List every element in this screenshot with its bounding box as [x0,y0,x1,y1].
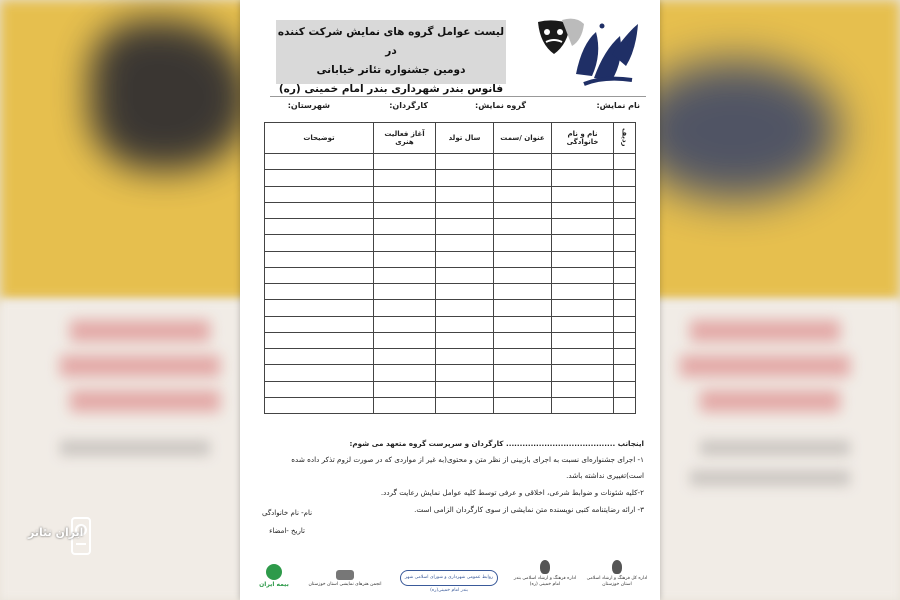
declaration-intro: اینجانب ........................................ کارگردان و سرپرست گروه متعهد می شوم: [349,439,644,448]
background-red-text [70,390,220,412]
form-document [240,0,660,600]
emblem-icon [540,560,550,574]
table-row [265,316,636,332]
background-dark-shape-right [630,60,840,200]
background-red-text [700,390,840,412]
table-cell [436,381,494,397]
background-red-text [680,355,850,377]
declaration-section [258,435,644,518]
sponsor-municipality [394,570,504,593]
table-row [265,235,636,251]
table-cell [265,170,374,186]
table-row [265,381,636,397]
table-row [265,332,636,348]
table-cell [552,235,614,251]
table-cell [614,381,636,397]
title-line-3: فانوس بندر شهرداری بندر امام خمینی (ره) [278,83,504,95]
form-meta-row [260,101,646,115]
table-cell [374,267,436,283]
table-cell [265,219,374,235]
table-cell [614,332,636,348]
background-grey-text [690,470,850,486]
table-cell [494,397,552,413]
table-cell [552,251,614,267]
table-cell [614,267,636,283]
title-line-2: دومین جشنواره تئاتر خیابانی [316,64,466,76]
table-cell [494,381,552,397]
form-title-box [276,20,506,95]
table-cell [436,365,494,381]
background-dark-shape-left [90,20,250,170]
table-cell [614,235,636,251]
table-cell [436,170,494,186]
city-label: شهرستان: [287,101,330,110]
table-row [265,365,636,381]
header-divider [270,96,646,97]
sponsor-local-culture-office: اداره فرهنگ و ارشاد اسلامی بندر امام خمینی (ره) [512,560,578,588]
table-cell [374,284,436,300]
show-name-label: نام نمایش: [596,101,640,110]
table-cell [552,381,614,397]
table-cell [436,316,494,332]
table-cell [614,186,636,202]
table-cell [374,316,436,332]
group-label: گروه نمایش: [475,101,526,110]
table-cell [436,332,494,348]
signature-name: نام- نام خانوادگی [262,509,313,517]
table-cell [436,349,494,365]
table-cell [436,251,494,267]
table-cell [614,397,636,413]
table-cell [494,349,552,365]
table-cell [614,170,636,186]
title-line-1: لیست عوامل گروه های نمایش شرکت کننده در [277,26,505,57]
table-row [265,349,636,365]
table-cell [374,235,436,251]
background-grey-text [60,440,210,456]
col-row-number: ردیف [614,123,636,154]
table-cell [265,186,374,202]
table-cell [614,251,636,267]
declaration-item-3: ۳- ارائه رضایتنامه کتبی نویسنده متن نمایشی از سوی کارگردان الزامی است. [414,505,644,514]
table-cell [552,267,614,283]
sponsor-footer [254,548,650,593]
table-cell [494,202,552,218]
table-cell [614,316,636,332]
table-cell [494,284,552,300]
background-red-text [70,320,210,342]
table-cell [494,170,552,186]
declaration-item-1: ۱- اجرای جشنواره‌ای نسبت به اجرای بازبینی از نظر متن و محتوی(به غیر از مواردی که در صورت لزوم تذکر داده شده است)تغییری نداشته باشد. [291,455,644,480]
table-cell [552,397,614,413]
crew-table [264,122,636,414]
table-cell [436,235,494,251]
table-cell [494,267,552,283]
table-cell [552,154,614,170]
table-cell [374,202,436,218]
table-cell [265,365,374,381]
table-cell [552,186,614,202]
table-row [265,202,636,218]
table-cell [436,219,494,235]
sponsor-insurance: بیمه ایران [254,564,294,588]
table-header-row [265,123,636,154]
table-cell [436,202,494,218]
watermark-title: ایران تئاتر [28,526,84,539]
table-cell [374,332,436,348]
table-cell [265,316,374,332]
table-cell [614,300,636,316]
table-cell [552,284,614,300]
table-row [265,170,636,186]
table-row [265,154,636,170]
insurance-logo-icon [266,564,282,580]
table-cell [436,154,494,170]
table-cell [436,186,494,202]
col-title-role: عنوان /سمت [494,123,552,154]
table-cell [374,397,436,413]
col-full-name: نام و نام خانوادگی [552,123,614,154]
table-cell [265,381,374,397]
table-cell [374,251,436,267]
site-watermark [28,512,108,576]
festival-logo [532,14,642,88]
table-row [265,186,636,202]
signature-date: تاریخ -امضاء [269,527,305,535]
table-cell [265,284,374,300]
table-cell [265,332,374,348]
table-cell [552,332,614,348]
table-cell [265,251,374,267]
table-cell [374,170,436,186]
table-cell [614,284,636,300]
table-cell [265,397,374,413]
table-cell [374,349,436,365]
table-cell [374,381,436,397]
table-cell [614,202,636,218]
col-notes: توضیحات [265,123,374,154]
table-cell [265,235,374,251]
background-grey-text [700,440,850,456]
table-cell [614,365,636,381]
table-cell [374,219,436,235]
table-cell [265,202,374,218]
table-cell [494,251,552,267]
table-body [265,154,636,414]
table-cell [494,316,552,332]
table-cell [552,202,614,218]
background-red-text [690,320,840,342]
table-cell [552,219,614,235]
association-logo-icon [336,570,354,580]
table-cell [552,300,614,316]
table-cell [265,349,374,365]
table-cell [494,365,552,381]
table-row [265,300,636,316]
table-cell [494,300,552,316]
table-row [265,267,636,283]
table-row [265,284,636,300]
table-cell [494,235,552,251]
table-cell [374,186,436,202]
table-row [265,219,636,235]
table-cell [265,300,374,316]
table-cell [614,154,636,170]
emblem-icon [612,560,622,574]
table-cell [374,300,436,316]
table-cell [552,365,614,381]
table-row [265,397,636,413]
table-cell [374,154,436,170]
table-cell [265,267,374,283]
table-cell [374,365,436,381]
table-cell [436,397,494,413]
table-cell [436,300,494,316]
municipality-badge: روابط عمومی شهرداری و شورای اسلامی شهر بندر امام خمینی(ره) [400,570,498,586]
table-cell [494,219,552,235]
table-cell [494,154,552,170]
col-art-start: آغاز فعالیت هنری [374,123,436,154]
col-birth-year: سال تولد [436,123,494,154]
director-label: کارگردان: [389,101,428,110]
table-row [265,251,636,267]
table-cell [552,170,614,186]
table-cell [614,219,636,235]
table-cell [494,186,552,202]
table-cell [436,267,494,283]
declaration-item-2: ۲-کلیه شئونات و ضوابط شرعی، اخلاقی و عرفی توسط کلیه عوامل نمایش رعایت گردد. [380,488,644,497]
table-cell [494,332,552,348]
table-cell [552,349,614,365]
background-red-text [60,355,220,377]
signature-block [262,504,312,540]
table-cell [614,349,636,365]
sponsor-theater-association: انجمن هنرهای نمایشی استان خوزستان [302,570,388,588]
table-cell [552,316,614,332]
table-cell [265,154,374,170]
sponsor-province-culture-office: اداره کل فرهنگ و ارشاد اسلامی استان خوزستان [584,560,650,588]
table-cell [436,284,494,300]
